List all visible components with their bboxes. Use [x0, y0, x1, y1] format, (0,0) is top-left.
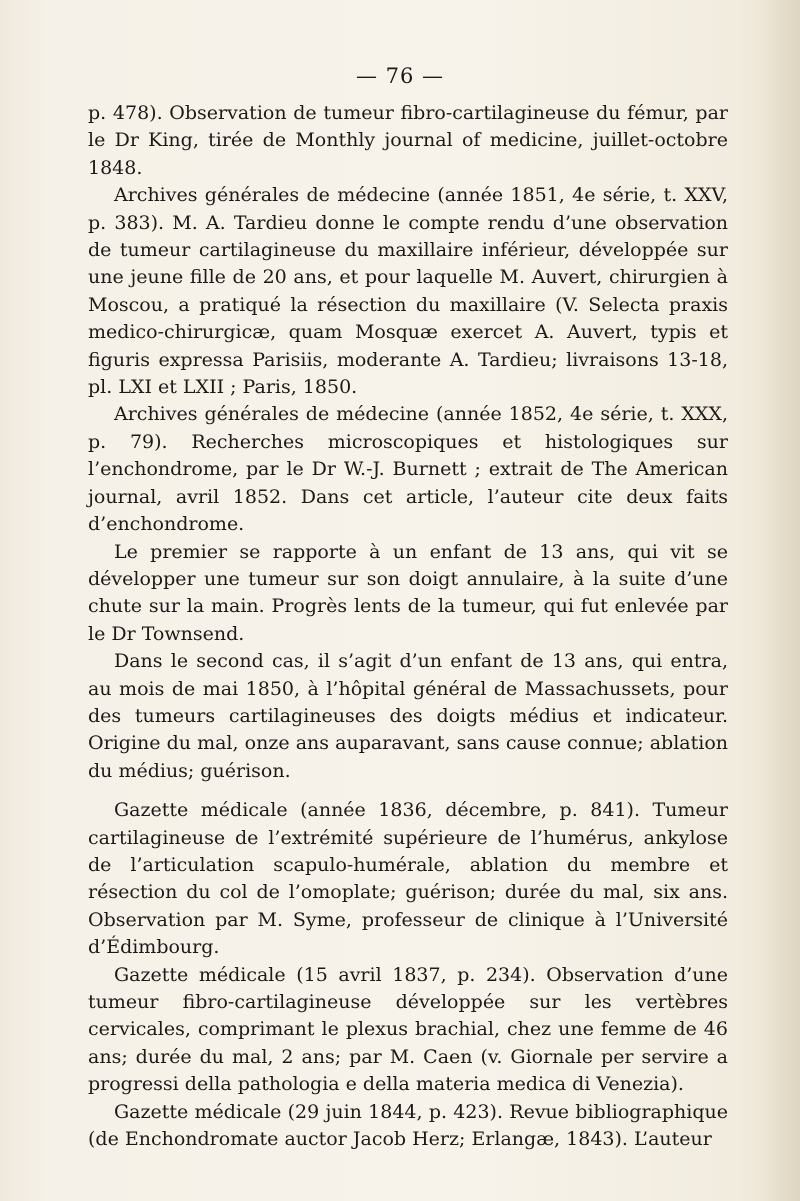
page-number: — 76 — — [355, 64, 445, 88]
paragraph-second-case: Dans le second cas, il s’agit d’un enfant de 13 ans, qui entra, au mois de mai 1850, à l’hôpital général de Massachussets, pour des tumeurs cartilagineuses des doigts médius et indicateur. Origine du mal, onze ans auparavant, sans cause connue; ablation du médius; guérison. — [88, 650, 728, 782]
page-edge-shadow — [760, 0, 800, 1201]
paragraph-first-case: Le premier se rapporte à un enfant de 13 ans, qui vit se développer une tumeur sur son doigt annulaire, à la suite d’une chute sur la main. Progrès lents de la tumeur, qui fut enlevée par le Dr Townsend. — [88, 540, 728, 645]
paragraph-archives-1852: Archives générales de médecine (année 1852, 4e série, t. XXX, p. 79). Recherches microscopiques et histologiques sur l’enchondrome, par le Dr W.-J. Burnett ; extrait de The American journal, avril 1852. Dans cet article, l’auteur cite deux faits d’enchondrome. — [88, 403, 728, 536]
paragraph-archives-1851: Archives générales de médecine (année 1851, 4e série, t. XXV, p. 383). M. A. Tardieu donne le compte rendu d’une observation de tumeur cartilagineuse du maxillaire inférieur, développée sur une jeune fille de 20 ans, et pour laquelle M. Auvert, chirurgien à Moscou, a pratiqué la résection du maxillaire (V. Selecta praxis medico-chirurgicæ, quam Mosquæ exercet A. Auvert, typis et figuris expressa Parisiis, moderante A. Tardieu; livraisons 13-18, pl. LXI et LXII ; Paris, 1850. — [88, 184, 728, 399]
paragraph-king-femur: p. 478). Observation de tumeur fibro-cartilagineuse du fémur, par le Dr King, tirée de Monthly journal of medicine, juillet-octobre 1848. — [88, 102, 728, 179]
body-text — [88, 100, 728, 1153]
paragraph-gazette-1844: Gazette médicale (29 juin 1844, p. 423). Revue bibliographique (de Enchondromate auctor Jacob Herz; Erlangæ, 1843). L’auteur — [88, 1100, 728, 1151]
paragraph-gazette-1836: Gazette médicale (année 1836, décembre, p. 841). Tumeur cartilagineuse de l’extrémité supérieure de l’humérus, ankylose de l’articulation scapulo-humérale, ablation du membre et résection du col de l’omoplate; guérison; durée du mal, six ans. Observation par M. Syme, professeur de clinique à l’Université d’Édimbourg. — [88, 799, 728, 959]
paragraph-gazette-1837: Gazette médicale (15 avril 1837, p. 234). Observation d’une tumeur fibro-cartilagineuse développée sur les vertèbres cervicales, comprimant le plexus brachial, chez une femme de 46 ans; durée du mal, 2 ans; par M. Caen (v. Giornale per servire a progressi della pathologia e della materia medica di Venezia). — [88, 963, 728, 1096]
